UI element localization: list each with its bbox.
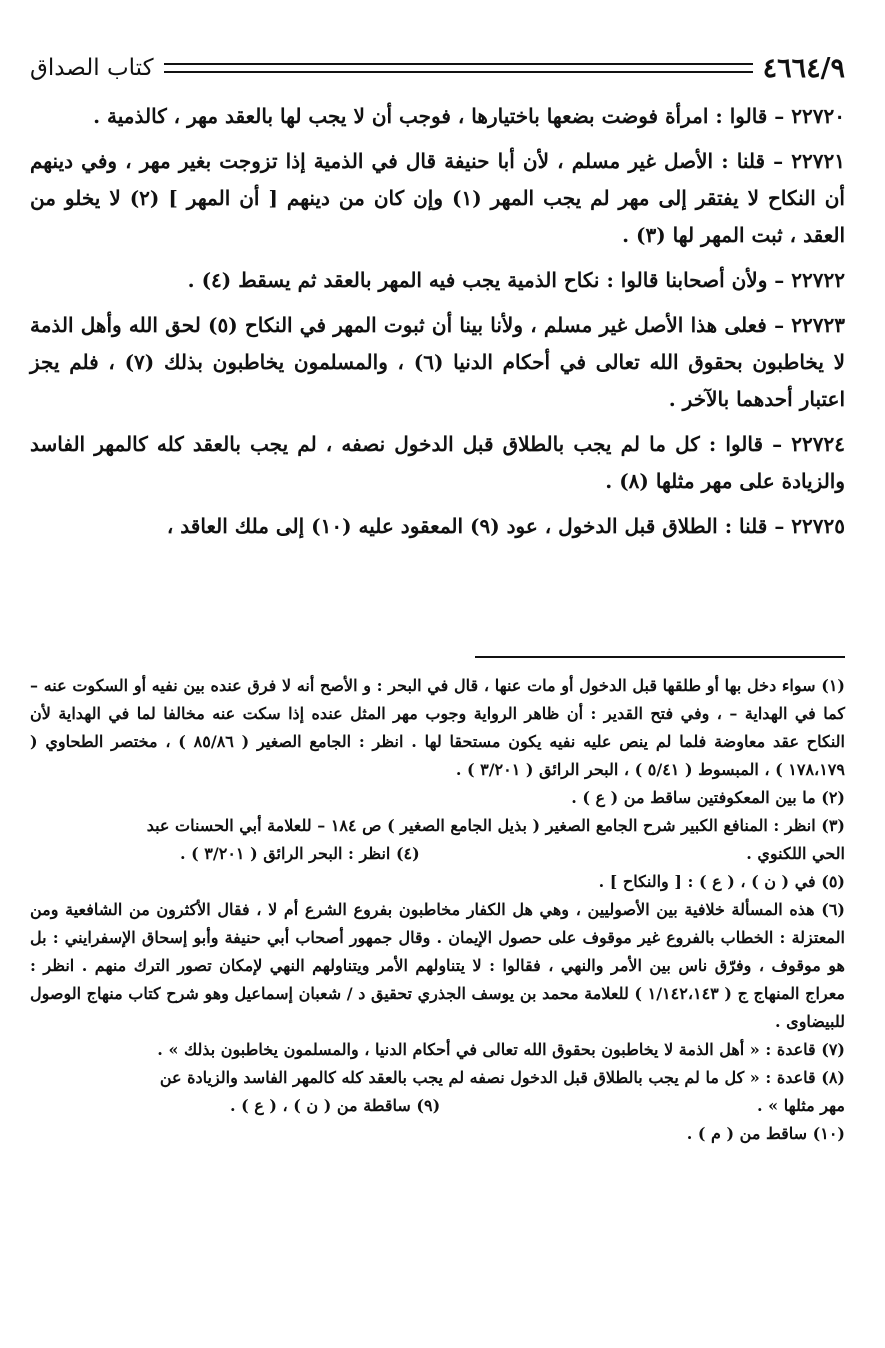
footnote-5: (٥) في ( ن ) ، ( ع ) : [ والنكاح ] . — [598, 872, 845, 891]
main-text — [30, 98, 845, 553]
page-number: ٤٦٦٤/٩ — [762, 52, 845, 84]
footnote-4: (٤) انظر : البحر الرائق ( ٣/٢٠١ ) . — [180, 844, 420, 863]
footnote-3: (٣) انظر : المنافع الكبير شرح الجامع الصغير ( بذيل الجامع الصغير ) ص ١٨٤ – للعلامة أبي الحسنات عبد — [146, 816, 845, 835]
footnote-3-end: الحي اللكنوي . — [746, 844, 845, 863]
paragraph-22723: ٢٢٧٢٣ – فعلى هذا الأصل غير مسلم ، ولأنا بينا أن ثبوت المهر في النكاح (٥) لحق الله وأهل الذمة لا يخاطبون بحقوق الله تعالى في أحكام الدنيا (٦) ، والمسلمون يخاطبون بذلك (٧) ، فلم يجز اعتبار أحدهما بالآخر . — [30, 313, 846, 411]
paragraph-22725: ٢٢٧٢٥ – قلنا : الطلاق قبل الدخول ، عود (٩) المعقود عليه (١٠) إلى ملك العاقد ، — [166, 514, 845, 538]
footnote-2: (٢) ما بين المعكوفتين ساقط من ( ع ) . — [571, 788, 845, 807]
paragraph-22722: ٢٢٧٢٢ – ولأن أصحابنا قالوا : نكاح الذمية يجب فيه المهر بالعقد ثم يسقط (٤) . — [187, 268, 845, 292]
footnote-separator — [475, 656, 845, 658]
footnote-row-3-4 — [30, 840, 845, 868]
paragraph-22724: ٢٢٧٢٤ – قالوا : كل ما لم يجب بالطلاق قبل الدخول نصفه ، لم يجب بالعقد كله كالمهر الفاسد والزيادة على مهر مثلها (٨) . — [30, 432, 845, 493]
footnote-7: (٧) قاعدة : « أهل الذمة لا يخاطبون بحقوق الله تعالى في أحكام الدنيا ، والمسلمون يخاطبون بذلك » . — [157, 1040, 845, 1059]
footnote-row-8-9 — [30, 1092, 845, 1120]
footnote-6: (٦) هذه المسألة خلافية بين الأصوليين ، وهي هل الكفار مخاطبون بفروع الشرع أم لا ، فقال الأكثرون من الشافعية ومن المعتزلة : الخطاب بالفروع غير موقوف على حصول الإيمان . وقال جمهور أصحاب أبي حنيفة وأبو إسحاق الإسفرايني : بل هو موقوف ، وفرّق ناس بين الأمر والنهي ، فقالوا : لا يتناولهم الأمر ويتناولهم النهي لإمكان تصور الترك منهم . انظر : معراج المنهاج ج ( ١/١٤٢،١٤٣ ) للعلامة محمد بن يوسف الجذري تحقيق د / شعبان إسماعيل وهو شرح كتاب منهاج الوصول للبيضاوى . — [30, 900, 845, 1031]
page-header — [30, 48, 845, 88]
header-rule — [164, 63, 753, 73]
paragraph-22720: ٢٢٧٢٠ – قالوا : امرأة فوضت بضعها باختيارها ، فوجب أن لا يجب لها بالعقد مهر ، كالذمية . — [93, 104, 845, 128]
footnotes — [30, 672, 845, 1148]
paragraph-22721: ٢٢٧٢١ – قلنا : الأصل غير مسلم ، لأن أبا حنيفة قال في الذمية إذا تزوجت بغير مهر ، وفي دينهم أن النكاح لا يفتقر إلى مهر لم يجب المهر (١) وإن كان من دينهم [ أن المهر ] (٢) لا يخلو من العقد ، ثبت المهر لها (٣) . — [30, 149, 846, 247]
footnote-10: (١٠) ساقط من ( م ) . — [686, 1124, 845, 1143]
book-title: كتاب الصداق — [30, 55, 154, 81]
footnote-1: (١) سواء دخل بها أو طلقها قبل الدخول أو مات عنها ، قال في البحر : و الأصح أنه لا فرق عنده بين نفيه أو السكوت عنه – كما في الهداية – ، وفي فتح القدير : أن ظاهر الرواية وجوب مهر المثل عنده إذا سكت عنه مخالفا لما في الهداية لأن النكاح عقد معاوضة فلما لم ينص عليه نفيه يكون مستحقا لها . انظر : الجامع الصغير ( ٨٥/٨٦ ) ، مختصر الطحاوي ( ١٧٨،١٧٩ ) ، المبسوط ( ٥/٤١ ) ، البحر الرائق ( ٣/٢٠١ ) . — [30, 676, 845, 779]
footnote-8-end: مهر مثلها » . — [757, 1096, 845, 1115]
footnote-8: (٨) قاعدة : « كل ما لم يجب بالطلاق قبل الدخول نصفه لم يجب بالعقد كله كالمهر الفاسد والزيادة عن — [159, 1068, 845, 1087]
footnote-9: (٩) ساقطة من ( ن ) ، ( ع ) . — [230, 1096, 441, 1115]
